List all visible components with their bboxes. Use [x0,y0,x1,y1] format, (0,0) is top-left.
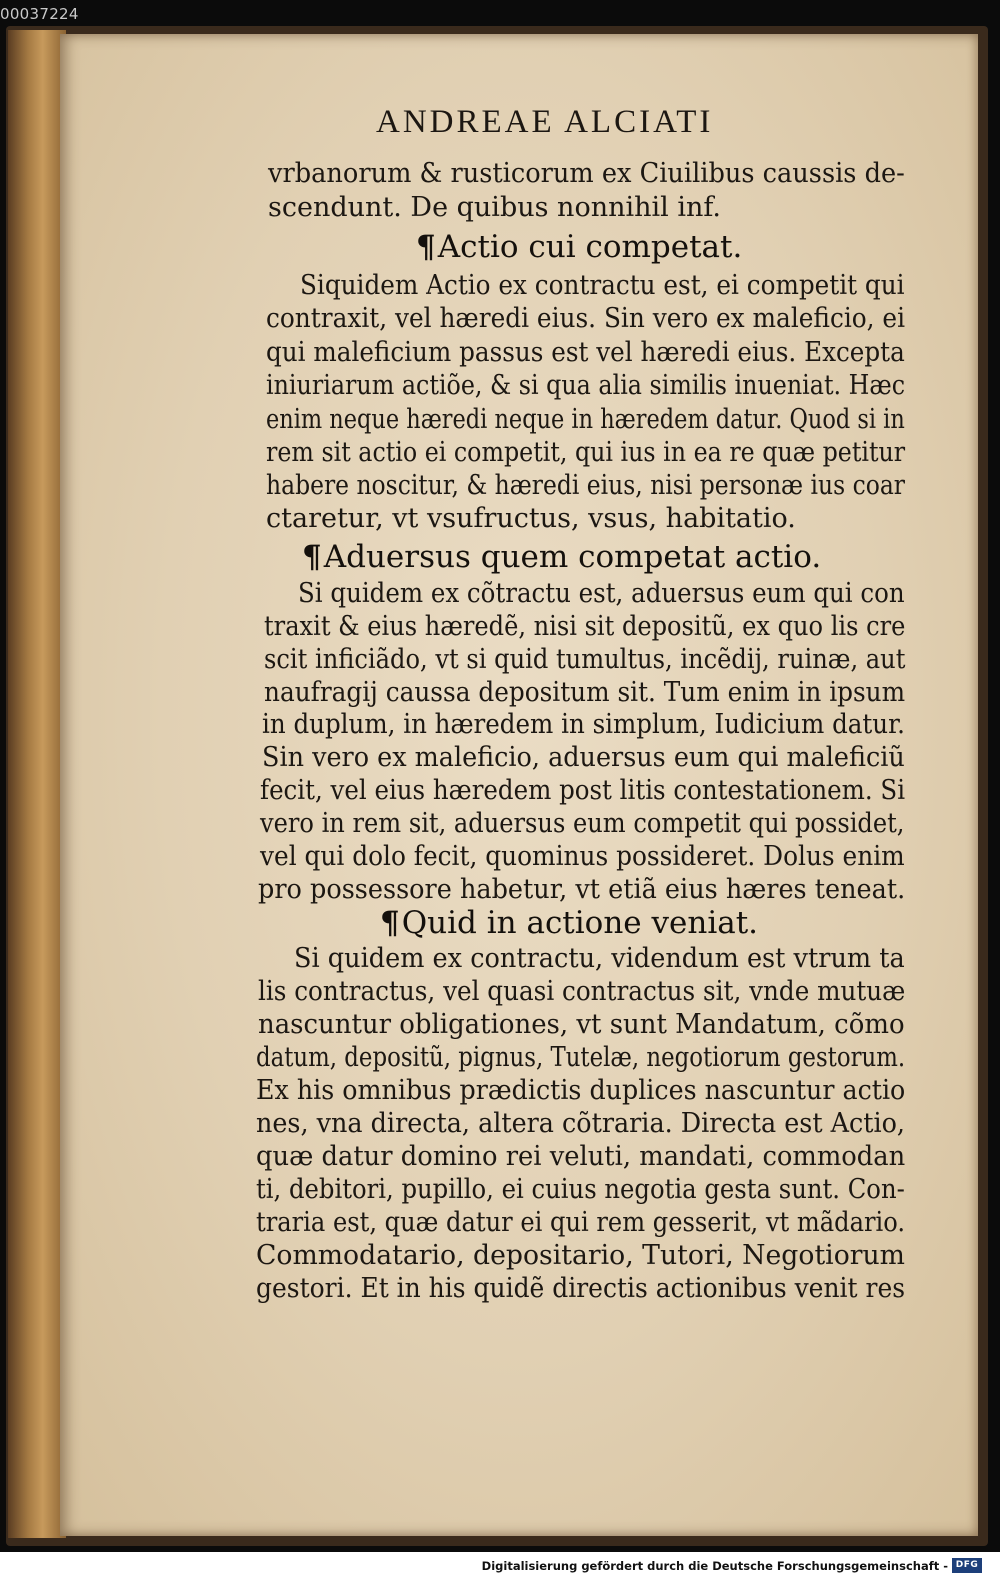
text-line: pro possessore habetur, vt etiã eius hæres teneat. [258,874,906,905]
text-line: Siquidem Actio ex contractu est, ei competit qui [300,270,905,301]
text-line: habere noscitur, & hæredi eius, nisi personæ ius coar [266,470,906,501]
text-line: Commodatario, depositario, Tutori, Negotiorum [256,1240,905,1271]
pilcrow-icon: ¶ [380,905,400,941]
text-line: Si quidem ex cõtractu est, aduersus eum qui con [298,578,905,609]
pilcrow-icon: ¶ [416,229,436,265]
text-line: vel qui dolo fecit, quominus possideret. Dolus enim [260,841,905,872]
text-line: fecit, vel eius hæredem post litis contestationem. Si [260,775,906,806]
text-line: scit inficiãdo, vt si quid tumultus, incẽdij, ruinæ, aut [264,644,906,675]
text-line: gestori. Et in his quidẽ directis actionibus venit res [256,1273,906,1304]
text-line: vrbanorum & rusticorum ex Ciuilibus caussis de- [268,158,905,189]
text-line: scendunt. De quibus nonnihil inf. [268,192,721,223]
scan-id-label: 00037224 [0,5,79,23]
text-line: datum, depositũ, pignus, Tutelæ, negotiorum gestorum. [256,1042,906,1073]
pilcrow-icon: ¶ [302,539,322,575]
text-line: iniuriarum actiõe, & si qua alia similis inueniat. Hæc [266,370,906,401]
text-line: in duplum, in hæredem in simplum, Iudicium datur. [262,709,905,740]
text-line: rem sit actio ei competit, qui ius in ea re quæ petitur [266,437,906,468]
funding-notice: Digitalisierung gefördert durch die Deutsche Forschungsgemeinschaft - [481,1559,948,1573]
page-edges [8,30,66,1538]
section-heading-text: Actio cui competat. [437,229,743,265]
text-line: traria est, quæ datur ei qui rem gesserit, vt mãdario. [256,1207,906,1238]
footer-bar [0,1552,1000,1589]
text-line: Si quidem ex contractu, videndum est vtrum ta [294,943,905,974]
dfg-logo: DFG [952,1558,982,1573]
text-line: contraxit, vel hæredi eius. Sin vero ex maleficio, ei [266,303,906,334]
text-line: nascuntur obligationes, vt sunt Mandatum, cõmo [258,1009,905,1040]
text-line: ctaretur, vt vsufructus, vsus, habitatio. [266,503,796,534]
text-line: qui maleficium passus est vel hæredi eius. Excepta [266,337,905,368]
text-line: Sin vero ex maleficio, aduersus eum qui maleficiũ [262,742,905,773]
text-line: Ex his omnibus prædictis duplices nascuntur actio [256,1075,906,1106]
section-heading [416,230,742,264]
running-head: ANDREAE ALCIATI [376,104,714,140]
text-line: traxit & eius hæredẽ, nisi sit depositũ, ex quo lis cre [264,611,906,642]
text-line: naufragij caussa depositum sit. Tum enim in ipsum [264,677,906,708]
text-line: enim neque hæredi neque in hæredem datur. Quod si in [266,404,905,435]
text-line: nes, vna directa, altera cõtraria. Directa est Actio, [256,1108,906,1139]
text-line: vero in rem sit, aduersus eum competit qui possidet, [260,808,905,839]
section-heading [380,906,758,940]
section-heading [302,540,821,574]
section-heading-text: Quid in actione veniat. [401,905,759,941]
text-line: lis contractus, vel quasi contractus sit, vnde mutuæ [258,976,906,1007]
text-line: quæ datur domino rei veluti, mandati, commodan [256,1141,906,1172]
section-heading-text: Aduersus quem competat actio. [323,539,822,575]
text-line: ti, debitori, pupillo, ei cuius negotia gesta sunt. Con- [256,1174,905,1205]
